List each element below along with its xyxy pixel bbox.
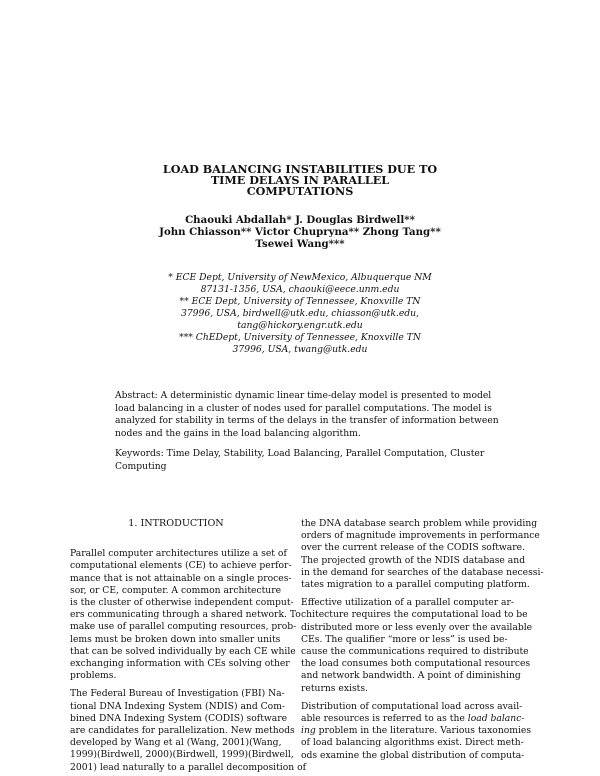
text-line: the load consumes both computational resources [301, 658, 531, 670]
abstract [115, 390, 499, 440]
affiliation-line: 87131-1356, USA, chaouki@eece.unm.edu [200, 284, 400, 295]
text-line: developed by Wang et al (Wang, 2001)(Wang, [70, 737, 282, 749]
title-line: COMPUTATIONS [246, 184, 354, 198]
author-line: Tsewei Wang*** [255, 238, 345, 250]
affiliations [150, 272, 450, 356]
paragraph [301, 518, 544, 591]
author-list [150, 214, 450, 250]
text-line: ods examine the global distribution of computa- [301, 749, 525, 761]
keywords [115, 448, 487, 473]
text-fragment: able resources is referred to as the [301, 713, 468, 725]
text-line: are candidates for parallelization. New methods [70, 725, 295, 737]
text-line: ers communicating through a shared network. To [70, 609, 301, 621]
affiliation-line: 37996, USA, twang@utk.edu [232, 344, 368, 355]
section-heading: 1. INTRODUCTION [128, 518, 224, 529]
text-line: CEs. The qualifier “more or less” is used be- [301, 633, 508, 645]
abstract-line: nodes and the gains in the load balancing algorithm. [115, 427, 361, 439]
affiliation-line: * ECE Dept, University of NewMexico, Albuquerque NM [168, 272, 432, 283]
text-line: exchanging information with CEs solving other [70, 658, 290, 670]
text-line: Effective utilization of a parallel computer ar- [301, 597, 514, 609]
text-line: cause the communications required to distribute [301, 646, 529, 658]
paragraph [70, 548, 301, 682]
text-line: chitecture requires the computational load to be [301, 609, 528, 621]
text-line: mance that is not attainable on a single proces- [70, 572, 292, 584]
text-line: computational elements (CE) to achieve perfor- [70, 560, 292, 572]
author-line: John Chiasson** Victor Chupryna** Zhong Tang** [159, 226, 441, 238]
abstract-line: Abstract: A deterministic dynamic linear time-delay model is presented to model [115, 390, 492, 401]
text-line [301, 725, 532, 737]
left-column [70, 518, 307, 774]
text-line: problems. [70, 670, 117, 682]
text-line: in the demand for searches of the database necessi- [301, 566, 544, 578]
text-line: Distribution of computational load across avail- [301, 700, 523, 712]
keywords-line: Computing [115, 460, 167, 472]
text-line: Parallel computer architectures utilize a set of [70, 548, 287, 560]
text-line: and network bandwidth. A point of diminishing [301, 670, 521, 682]
title-line: LOAD BALANCING INSTABILITIES DUE TO [162, 162, 438, 176]
emphasis-term: ing [301, 725, 316, 737]
text-line: lems must be broken down into smaller units [70, 633, 281, 645]
text-line [301, 713, 525, 725]
affiliation-line: tang@hickory.engr.utk.edu [237, 320, 363, 331]
text-line: The projected growth of the NDIS database and [301, 554, 526, 566]
affiliation-line: *** ChEDept, University of Tennessee, Knoxville TN [179, 332, 421, 343]
text-line: 2001) lead naturally to a parallel decomposition of [70, 761, 307, 773]
text-line: orders of magnitude improvements in performance [301, 530, 540, 542]
title-line: TIME DELAYS IN PARALLEL [210, 173, 390, 187]
paragraph [301, 597, 533, 695]
text-line: of load balancing algorithms exist. Direct meth- [301, 737, 524, 749]
keywords-line: Keywords: Time Delay, Stability, Load Balancing, Parallel Computation, Cluster [115, 448, 485, 459]
text-line: the DNA database search problem while providing [301, 518, 538, 529]
affiliation-line: 37996, USA, birdwell@utk.edu, chiasson@utk.edu, [180, 308, 419, 319]
text-fragment: problem in the literature. Various taxonomies [315, 725, 532, 737]
author-line: Chaouki Abdallah* J. Douglas Birdwell** [185, 214, 415, 226]
paragraph [70, 688, 307, 773]
emphasis-term: load balanc- [467, 713, 525, 725]
text-line: 1999)(Birdwell, 2000)(Birdwell, 1999)(Birdwell, [70, 749, 294, 761]
text-line: sor, or CE, computer. A common architecture [70, 584, 282, 596]
text-line: The Federal Bureau of Investigation (FBI) Na- [70, 688, 285, 700]
abstract-line: analyzed for stability in terms of the delays in the transfer of information between [115, 415, 499, 427]
text-line: distributed more or less evenly over the available [301, 621, 533, 633]
text-line: bined DNA Indexing System (CODIS) software [70, 712, 288, 724]
text-line: over the current release of the CODIS software. [301, 542, 526, 554]
text-line: returns exists. [301, 682, 368, 694]
paper-title [150, 164, 450, 197]
text-line: tates migration to a parallel computing platform. [301, 579, 530, 591]
text-line: that can be solved individually by each CE while [70, 645, 296, 657]
text-line: is the cluster of otherwise independent comput- [70, 597, 294, 609]
abstract-line: load balancing in a cluster of nodes used for parallel computations. The model is [115, 402, 492, 414]
text-line: tional DNA Indexing System (NDIS) and Com- [70, 700, 286, 712]
right-column [301, 518, 544, 762]
affiliation-line: ** ECE Dept, University of Tennessee, Knoxville TN [179, 296, 421, 307]
paragraph [301, 700, 532, 762]
text-line: make use of parallel computing resources, prob- [70, 621, 297, 633]
